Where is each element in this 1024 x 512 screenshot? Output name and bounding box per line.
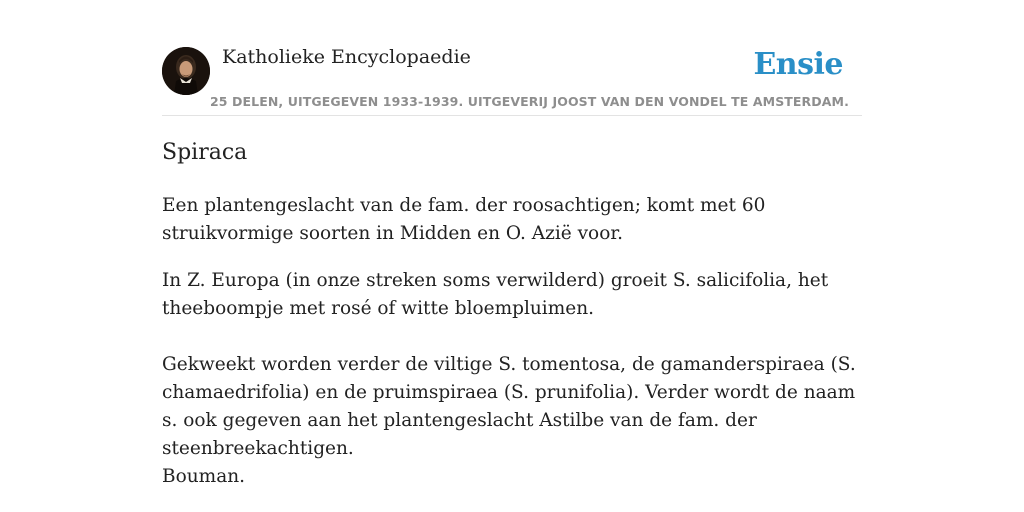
publication-title[interactable]: Katholieke Encyclopaedie (222, 46, 471, 68)
article-title: Spiraca (162, 140, 248, 165)
article-paragraph: Gekweekt worden verder de viltige S. tomentosa, de gamanderspiraea (S. chamaedrifolia) en de pruimspiraea (S. prunifolia). Verder wordt de naam s. ook gegeven aan het plantengeslacht Astilbe van de fam. der steenbreekachtigen. (162, 354, 856, 459)
page (162, 0, 862, 512)
article-paragraph: Een plantengeslacht van de fam. der roosachtigen; komt met 60 struikvormige soorten in Midden en O. Azië voor. (162, 195, 766, 244)
ensie-logo-link[interactable]: Ensie (753, 47, 843, 82)
publication-subtitle: 25 DELEN, UITGEGEVEN 1933-1939. UITGEVERIJ JOOST VAN DEN VONDEL TE AMSTERDAM. (210, 94, 849, 109)
portrait-avatar-icon[interactable] (162, 47, 210, 95)
article-author: Bouman. (162, 466, 246, 487)
portrait-image (162, 47, 210, 95)
article-paragraph: In Z. Europa (in onze streken soms verwilderd) groeit S. salicifolia, het theeboompje met rosé of witte bloempluimen. (162, 270, 829, 319)
header (162, 0, 862, 116)
